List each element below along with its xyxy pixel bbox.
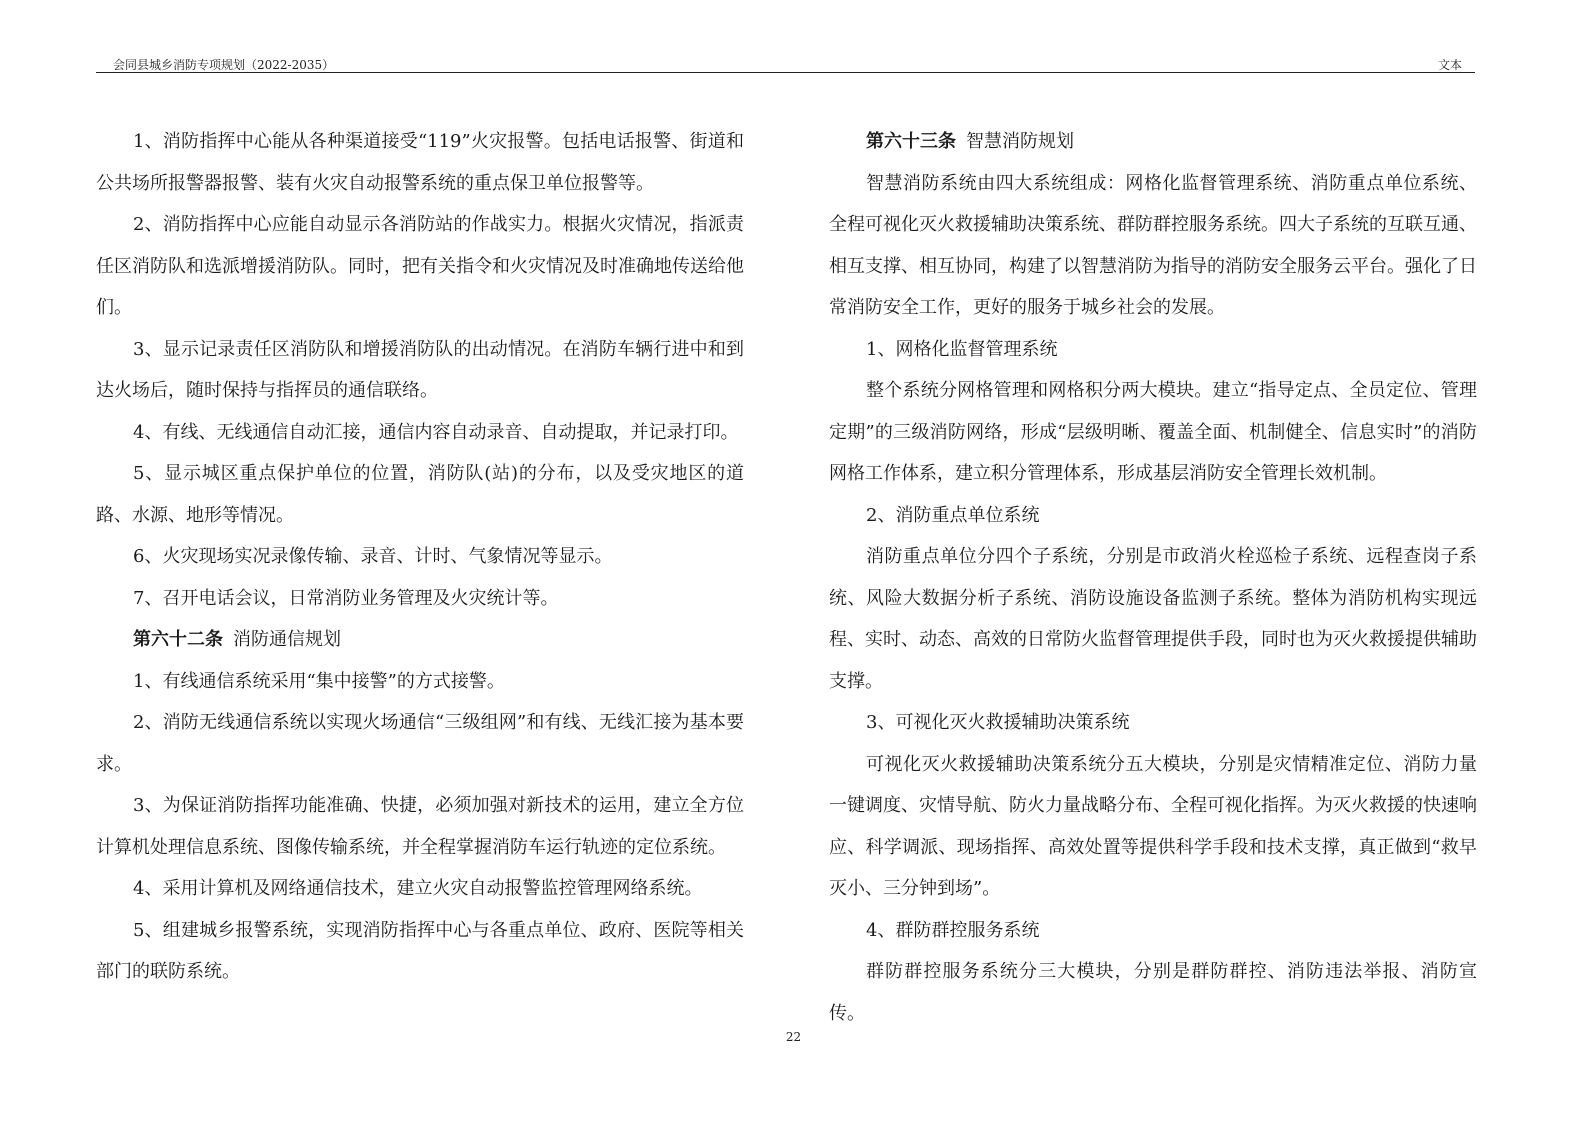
subsection-title: 2、消防重点单位系统	[866, 504, 1040, 526]
document-title: 会同县城乡消防专项规划（2022-2035）	[113, 58, 335, 72]
paragraph: 4、采用计算机及网络通信技术，建立火灾自动报警监控管理网络系统。	[133, 878, 703, 899]
section-label: 文本	[1437, 58, 1462, 72]
paragraph: 整个系统分网格管理和网格积分两大模块。建立“指导定点、全员定位、管理定期”的三级消防网络，形成“层级明晰、覆盖全面、机制健全、信息实时”的消防网格工作体系，建立积分管理体系，形成基层消防安全管理长效机制。	[829, 380, 1477, 484]
paragraph: 2、消防指挥中心应能自动显示各消防站的作战实力。根据火灾情况，指派责任区消防队和选派增援消防队。同时，把有关指令和火灾情况及时准确地传送给他们。	[96, 214, 744, 318]
paragraph: 6、火灾现场实况录像传输、录音、计时、气象情况等显示。	[133, 546, 613, 567]
paragraph: 消防重点单位分四个子系统，分别是市政消火栓巡检子系统、远程查岗子系统、风险大数据分析子系统、消防设施设备监测子系统。整体为消防机构实现远程、实时、动态、高效的日常防火监督管理提供手段，同时也为灭火救援提供辅助支撑。	[829, 546, 1477, 692]
paragraph: 5、组建城乡报警系统，实现消防指挥中心与各重点单位、政府、医院等相关部门的联防系统。	[96, 919, 744, 982]
paragraph: 3、显示记录责任区消防队和增援消防队的出动情况。在消防车辆行进中和到达火场后，随时保持与指挥员的通信联络。	[96, 338, 744, 401]
article-title: 智慧消防规划	[966, 131, 1074, 152]
article-number: 第六十三条	[866, 131, 956, 152]
subsection-title: 4、群防群控服务系统	[866, 919, 1040, 941]
paragraph: 7、召开电话会议，日常消防业务管理及火灾统计等。	[133, 587, 559, 609]
left-column	[96, 121, 744, 993]
paragraph: 4、有线、无线通信自动汇接，通信内容自动录音、自动提取，并记录打印。	[133, 421, 739, 443]
article-number: 第六十二条	[133, 629, 223, 650]
article-heading	[829, 121, 1477, 163]
paragraph: 5、显示城区重点保护单位的位置，消防队(站)的分布，以及受灾地区的道路、水源、地形等情况。	[96, 463, 744, 526]
page-number: 22	[785, 1030, 802, 1044]
paragraph: 智慧消防系统由四大系统组成：网格化监督管理系统、消防重点单位系统、全程可视化灭火救援辅助决策系统、群防群控服务系统。四大子系统的互联互通、相互支撑、相互协同，构建了以智慧消防为指导的消防安全服务云平台。强化了日常消防安全工作，更好的服务于城乡社会的发展。	[829, 172, 1477, 318]
paragraph: 群防群控服务系统分三大模块，分别是群防群控、消防违法举报、消防宣传。	[829, 961, 1477, 1024]
paragraph: 1、消防指挥中心能从各种渠道接受“119”火灾报警。包括电话报警、街道和公共场所报警器报警、装有火灾自动报警系统的重点保卫单位报警等。	[96, 131, 744, 194]
right-column	[829, 121, 1477, 1034]
paragraph: 1、有线通信系统采用“集中接警”的方式接警。	[133, 670, 505, 692]
paragraph: 3、为保证消防指挥功能准确、快捷，必须加强对新技术的运用，建立全方位计算机处理信息系统、图像传输系统，并全程掌握消防车运行轨迹的定位系统。	[96, 795, 744, 858]
header-divider	[96, 72, 1475, 73]
article-heading	[96, 619, 744, 661]
subsection-title: 3、可视化灭火救援辅助决策系统	[866, 712, 1130, 733]
subsection-title: 1、网格化监督管理系统	[866, 338, 1058, 360]
paragraph: 2、消防无线通信系统以实现火场通信“三级组网”和有线、无线汇接为基本要求。	[96, 712, 744, 775]
article-title: 消防通信规划	[233, 629, 341, 650]
paragraph: 可视化灭火救援辅助决策系统分五大模块，分别是灾情精准定位、消防力量一键调度、灾情导航、防火力量战略分布、全程可视化指挥。为灭火救援的快速响应、科学调派、现场指挥、高效处置等提供科学手段和技术支撑，真正做到“救早灭小、三分钟到场”。	[829, 753, 1477, 899]
